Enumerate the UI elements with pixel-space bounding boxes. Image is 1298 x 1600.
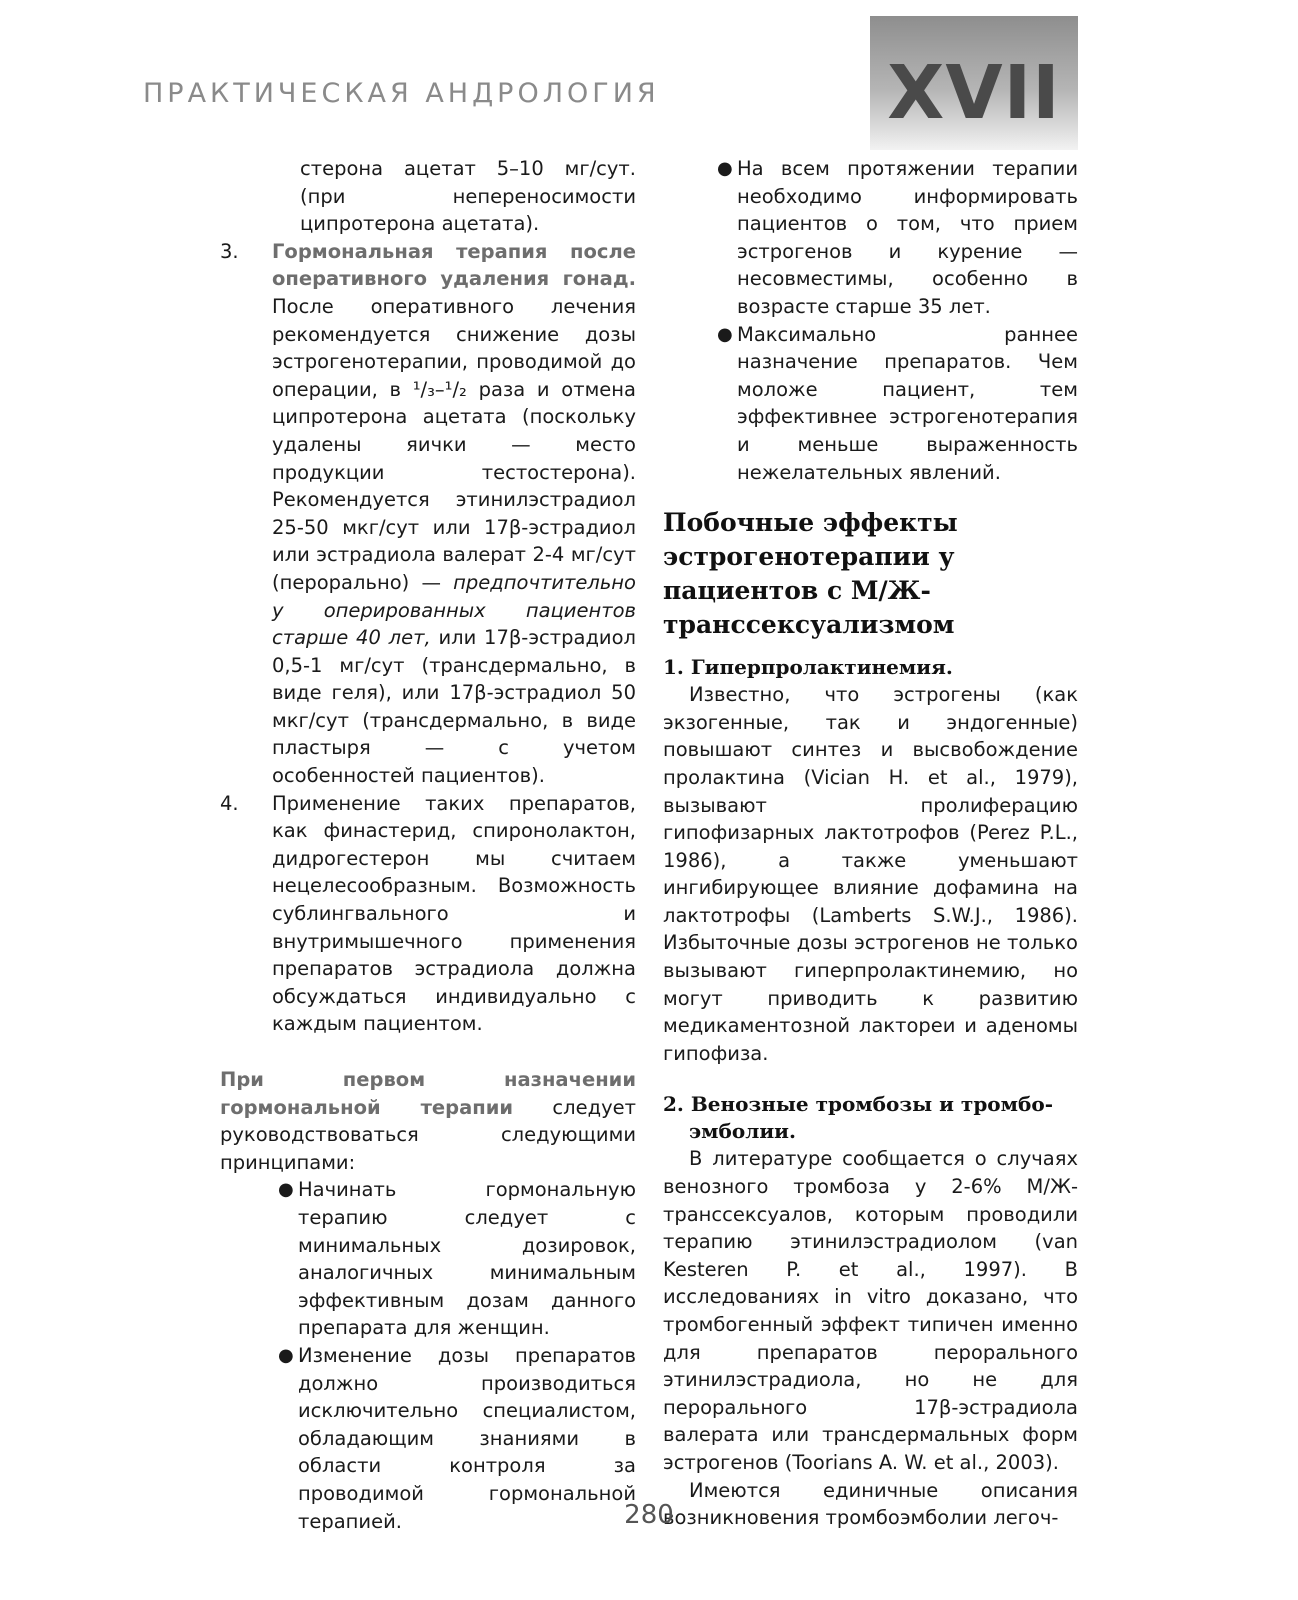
item-text — [272, 238, 636, 790]
list-item — [717, 155, 1078, 321]
subsection-text-2b: Имеются единичные описания возникновения тромбоэмболии легоч- — [663, 1478, 1078, 1530]
principles-paragraph — [220, 1066, 636, 1176]
item-number: 3. — [220, 239, 239, 263]
item-heading: Гормональная терапия после оперативного удаления гонад. — [272, 239, 636, 291]
list-item — [278, 1176, 636, 1342]
list-item-text: Максимально раннее назначение препаратов. Чем моложе пациент, тем эффективнее эстрогенотерапия и меньше выраженность нежелательных явлений. — [737, 322, 1078, 484]
page-number: 280 — [624, 1500, 674, 1530]
item-number: 4. — [220, 791, 239, 815]
subsection-text-2: В литературе сообщается о случаях венозного тромбоза у 2-6% М/Ж-транссексуалов, которым проводили терапию этинилэстрадиолом (van Kesteren P. et al., 1997). В исследованиях in vitro доказано, что тромбогенный эффект типичен именно для препаратов перорального этинилэстрадиола, но не для перорального 17β-эстрадиола валерата или трансдермальных форм эстрогенов (Toorians A. W. et al., 2003). — [663, 1147, 1078, 1474]
list-item-text: Начинать гормональную терапию следует с минимальных дозировок, аналогичных минимальным эффективным дозам данного препарата для женщин. — [298, 1178, 636, 1340]
left-column — [220, 155, 636, 1535]
list-item-text: На всем протяжении терапии необходимо информировать пациентов о том, что прием эстрогенов и курение — несовместимы, особенно в возрасте старше 35 лет. — [737, 157, 1078, 318]
principles-list — [220, 1176, 636, 1535]
item-body: После оперативного лечения рекомендуется снижение дозы эстрогенотерапии, проводимой до операции, в ¹/₃–¹/₂ раза и отмена ципротерона ацетата (поскольку удалены яички — место продукции тестостерона). Рекомендуется этинилэстрадиол 25-50 мкг/сут или 17β-эстрадиол или эстрадиола валерат 2-4 мг/сут (перорально) — — [272, 294, 636, 594]
list-item-text: Изменение дозы препаратов должно производиться исключительно специалистом, обладающим знаниями в области контроля за проводимой гормональной терапией. — [298, 1343, 636, 1533]
principles-lead: При первом назначении гормональной терапии — [220, 1068, 636, 1119]
list-item — [717, 321, 1078, 487]
principles-list-continued — [663, 155, 1078, 486]
numbered-item-3 — [220, 238, 636, 790]
right-column — [663, 155, 1078, 1532]
item-text: Применение таких препаратов, как финастерид, спиронолактон, дидрогестерон мы считаем нецелесообразным. Возможность сублингвального и внутримышечного применения препаратов эстрадиола должна обсуждаться индивидуально с каждым пациентом. — [272, 791, 636, 1036]
bullet-icon: ● — [717, 158, 733, 179]
subsection-text-1: Известно, что эстрогены (как экзогенные, так и эндогенные) повышают синтез и высвобождение пролактина (Vician H. et al., 1979), вызывают пролиферацию гипофизарных лактотрофов (Perez P.L., 1986), а также уменьшают ингибирующее влияние дофамина на лактотрофы (Lamberts S.W.J., 1986). Избыточные дозы эстрогенов не только вызывают гиперпролактинемию, но могут приводить к развитию медикаментозной лактореи и аденомы гипофиза. — [663, 683, 1078, 1065]
item-italic: предпочтительно у оперированных пациентов старше 40 лет, — [272, 570, 636, 650]
running-head: ПРАКТИЧЕСКАЯ АНДРОЛОГИЯ — [143, 78, 660, 109]
principles-text: следует руководствоваться следующими принципами: — [220, 1095, 636, 1174]
subsection-title-2-line2: эмболии. — [689, 1119, 796, 1144]
subsection-title-1: 1. Гиперпролактинемия. — [663, 655, 953, 680]
chapter-number: XVII — [887, 50, 1061, 136]
chapter-badge — [870, 16, 1078, 150]
numbered-item-4 — [220, 790, 636, 1038]
subsection-title-2 — [663, 1091, 1078, 1145]
bullet-icon: ● — [717, 323, 733, 345]
section-title: Побочные эффекты эстрогенотерапии у пациентов с М/Ж-транссексуализмом — [663, 508, 958, 640]
bullet-icon: ● — [278, 1179, 294, 1201]
bullet-icon: ● — [278, 1344, 294, 1366]
item-body-2: или 17β-эстрадиол 0,5-1 мг/сут (трансдермально, в виде геля), или 17β-эстрадиол 50 мкг/сут (трансдермально, в виде пластыря — с учетом особенностей пациентов). — [272, 626, 636, 788]
subsection-title-2-line1: 2. Венозные тромбозы и тромбо- — [663, 1092, 1053, 1117]
continued-text: стерона ацетат 5–10 мг/сут. (при непереносимости ципротерона ацетата). — [300, 157, 636, 236]
